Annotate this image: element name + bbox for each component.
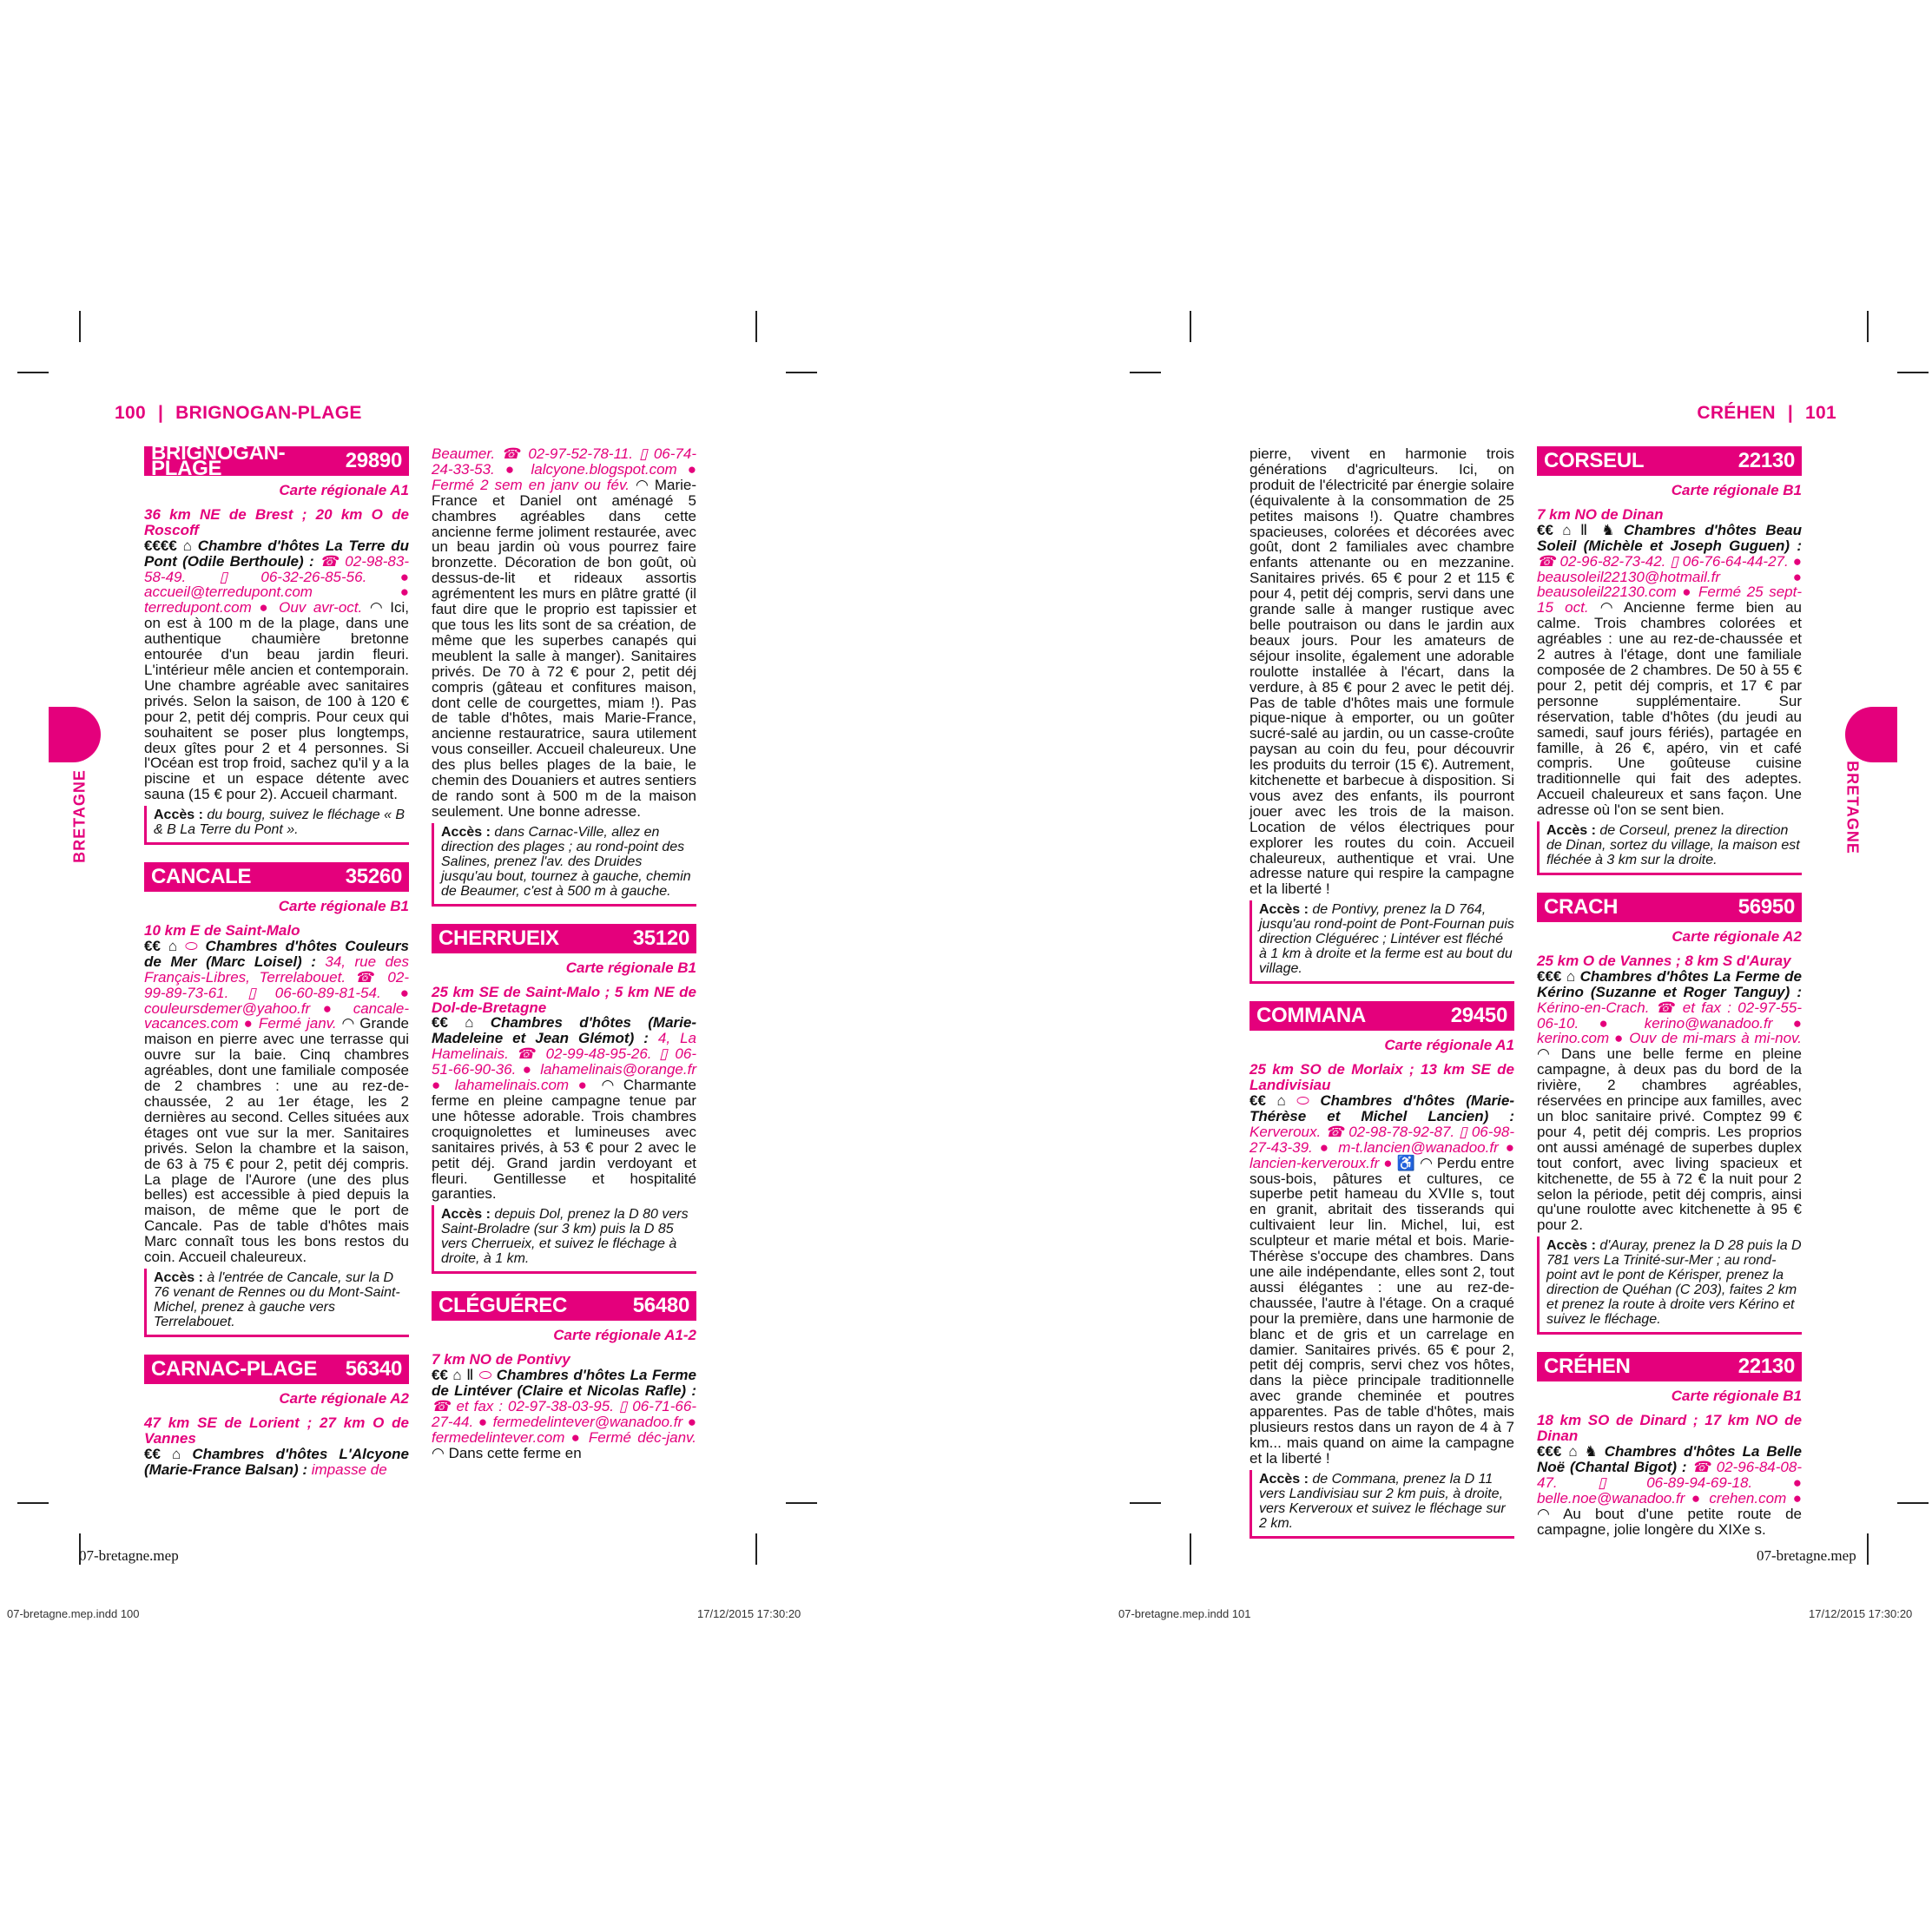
house-icon: ⌂ bbox=[182, 537, 192, 554]
access-label: Accès : bbox=[1259, 902, 1309, 918]
listing-contact[interactable]: impasse de bbox=[311, 1461, 387, 1478]
listing-body: Marie-France et Daniel ont aménagé 5 chambres agréables dans cette ancienne ferme joliment restaurée, avec un beau jardin où vous pourrez faire bronzette. Décoration de bon goût, où dessus-de-lit et rideaux assortis agrémentent les murs en plâtre gratté (il faut dire que le proprio est tapissier et que tous les lits sont de sa création, de même que les superbes canapés qui meublent la salle à manger). Sanitaires privés. De 70 à 72 € pour 2, petit déj compris (gâteau et confitures maison, dont celle de courgettes, miam !). Pas de table d'hôtes, mais Marie-France, ancienne restauratrice, saura utilement vous conseiller. Accueil chaleureux. Une des plus belles plages de la baie, le chemin des Douaniers et autres sentiers de rando sont à 500 m de la maison seulement. Une bonne adresse. bbox=[432, 476, 697, 820]
town-name: BRIGNOGAN-PLAGE bbox=[151, 441, 286, 480]
access-box bbox=[144, 806, 409, 845]
listing-title: Chambres d'hôtes L'Alcyone (Marie-France Balsan) : bbox=[144, 1445, 409, 1478]
town-header bbox=[432, 924, 696, 953]
distance: 25 km SO de Morlaix ; 13 km SE de Landivisiau bbox=[1250, 1061, 1514, 1094]
discount-icon: ⬭ bbox=[1296, 1092, 1309, 1109]
map-ref: Carte régionale B1 bbox=[1671, 482, 1802, 498]
price: €€€€ bbox=[144, 537, 177, 554]
town-header bbox=[144, 1355, 409, 1384]
town-name: CRACH bbox=[1544, 895, 1619, 920]
town-header bbox=[1250, 1001, 1514, 1031]
crop-mark bbox=[1190, 311, 1191, 342]
timestamp: 17/12/2015 17:30:20 bbox=[697, 1607, 801, 1620]
crop-mark bbox=[755, 1533, 757, 1565]
wifi-icon: ◠ bbox=[635, 476, 649, 493]
access-label: Accès : bbox=[1259, 1471, 1309, 1487]
crop-mark bbox=[1897, 1502, 1929, 1504]
postal-code: 56950 bbox=[1737, 895, 1795, 920]
listing-contact[interactable]: ☎ 02-96-84-08-47. ▯ 06-89-94-69-18. ● belle.noe@wanadoo.fr ● crehen.com ● bbox=[1537, 1458, 1802, 1507]
listing-body: Dans une belle ferme en pleine campagne, à deux pas du bord de la rivière, 2 chambres agréables, réservées en principe aux familles, avec un bloc sanitaire privé. Comptez 99 € pour 4, petit déj compris. Les proprios ont aussi aménagé de superbes duplex tout confort, avec living spacieux et kitchenette, de 55 à 72 € la nuit pour 2 selon la période, petit déj compris, ainsi qu'une roulotte avec kitchenette à 95 € pour 2. bbox=[1537, 1045, 1802, 1234]
town-header bbox=[144, 441, 409, 480]
wifi-icon: ◠ bbox=[1537, 1505, 1550, 1522]
listing-entry bbox=[1250, 446, 1514, 897]
town-header bbox=[1537, 446, 1802, 476]
postal-code: 29450 bbox=[1450, 1004, 1507, 1028]
access-label: Accès : bbox=[154, 808, 203, 823]
listing-body: Ancienne ferme bien au calme. Trois chambres colorées et agréables : une au rez-de-chaussée et 2 autres à l'étage, dont une familiale composée de 2 chambres. De 50 à 55 € pour 2, petit déj compris, et 17 € par personne supplémentaire. Sur réservation, table d'hôtes (du jeudi au samedi, sauf jours fériés), partagée en famille, à 26 €, apéro, vin et café compris. Une goûteuse cuisine traditionnelle qui fait des adeptes. Accueil chaleureux et sans façon. Une adresse où l'on se sent bien. bbox=[1537, 599, 1802, 819]
listing-entry bbox=[432, 1015, 696, 1202]
listing-body: Perdu entre sous-bois, pâtures et cultures, ce superbe petit hameau du XVIIe s, tout en granit, abritait des tisserands qui cultivaient leur lin. Michel, lui, est sculpteur et marie métal et bois. Marie-Thérèse s'occupe des chambres. Dans une aile indépendante, elles sont 2, tout aussi élégantes : une au rez-de-chaussée, l'autre à l'étage. On a craqué pour la première, dans une harmonie de blanc et de gris et un carrelage en damier. Sanitaires privés. 65 € pour 2, petit déj compris, servi chez vos hôtes, dans la pièce principale traditionnelle avec grande cheminée et poutres apparentes. Pas de table d'hôtes, mais plusieurs restos dans un rayon de 4 à 7 km... mais quand on aime la campagne et la liberté ! bbox=[1250, 1154, 1514, 1467]
house-icon: ⌂ bbox=[465, 1014, 474, 1032]
listing-entry bbox=[432, 1368, 696, 1461]
file-label: 07-bretagne.mep.indd 101 bbox=[1118, 1607, 1251, 1620]
listing-title: Chambre d'hôtes La Terre du Pont (Odile Berthoule) : bbox=[144, 537, 409, 570]
town-name: CORSEUL bbox=[1544, 449, 1645, 473]
town-header bbox=[1537, 893, 1802, 922]
town-header bbox=[1537, 1352, 1802, 1381]
access-text: du bourg, suivez le fléchage « B & B La Terre du Pont ». bbox=[154, 808, 406, 838]
discount-icon: ⬭ bbox=[478, 1367, 492, 1384]
town-name: CRÉHEN bbox=[1544, 1355, 1631, 1379]
left-column-2 bbox=[432, 446, 696, 1461]
access-text: de Pontivy, prenez la D 764, jusqu'au rond-point de Pont-Fournan puis direction Cléguérec ; Lintéver est fléché à 1 km à droite et la ferme est au bout du village. bbox=[1259, 902, 1514, 977]
right-column-1 bbox=[1250, 446, 1514, 1539]
listing-body: Grande maison en pierre avec une terrasse qui ouvre sur la baie. Cinq chambres agréables, dont une familiale composée de 2 chambres : une au rez-de-chaussée, 2 au 1er étage, les 2 dernières au second. Celles situées aux étages ont vue sur la mer. Sanitaires privés. Selon la chambre et la saison, de 63 à 75 € pour 2, petit déj compris. La plage de l'Aurore (une des plus belles) est accessible à pied depuis la maison, de même que le port de Cancale. Pas de table d'hôtes mais Marc connaît tous les bons restos du coin. Accueil chaleureux. bbox=[144, 1015, 409, 1266]
wifi-icon: ◠ bbox=[432, 1444, 445, 1461]
access-box bbox=[1537, 821, 1802, 875]
distance: 10 km E de Saint-Malo bbox=[144, 922, 300, 940]
access-box bbox=[144, 1269, 409, 1337]
slug-line: 07-bretagne.mep bbox=[1757, 1547, 1856, 1564]
crop-mark bbox=[755, 311, 757, 342]
postal-code: 35120 bbox=[632, 926, 689, 950]
listing-body: pierre, vivent en harmonie trois générations d'agriculteurs. Ici, on produit de l'électricité par énergie solaire (équivalente à la consommation de 25 petites maisons !). Quatre chambres spacieuses, colorées et décorées avec goût, dont 2 familiales avec chambre enfants attenante ou en mezzanine. Sanitaires privés. 65 € pour 2 et 115 € pour 4, petit déj compris, servi dans une grande salle à manger rustique avec belle poutraison ou dans le jardin aux beaux jours. Pour les amateurs de séjour insolite, également une adorable roulotte installée à l'écart, dans la verdure, à 85 € pour 2 avec le petit déj. Pas de table d'hôtes mais une formule pique-nique à emporter, ou un goûter sucré-salé au jardin, ou un casse-croûte paysan au coin du feu, pour découvrir les produits du terroir (15 €). Autrement, kitchenette et barbecue à disposition. Si vous avez des enfants, ils pourront jouer avec les trois de la maison. Location de vélos électriques pour explorer les routes du coin. Accueil chaleureux, authentique et vrai. Une adresse nature qui respire la campagne et la liberté ! bbox=[1250, 445, 1514, 898]
town-name: CANCALE bbox=[151, 865, 252, 889]
listing-title: Chambres d'hôtes La Ferme de Kérino (Suzanne et Roger Tanguy) : bbox=[1537, 967, 1802, 1000]
crop-mark bbox=[786, 1502, 817, 1504]
distance: 18 km SO de Dinard ; 17 km NO de Dinan bbox=[1537, 1412, 1802, 1445]
listing-body: Dans cette ferme en bbox=[448, 1444, 582, 1461]
chapter-side-label: BRETAGNE bbox=[1843, 761, 1862, 854]
price: €€ bbox=[1537, 521, 1553, 538]
distance: 47 km SE de Lorient ; 27 km O de Vannes bbox=[144, 1414, 409, 1447]
map-ref: Carte régionale A2 bbox=[1672, 928, 1802, 946]
house-icon: ⌂ bbox=[1276, 1092, 1286, 1109]
page-number: 101 bbox=[1805, 403, 1836, 423]
map-ref: Carte régionale B1 bbox=[565, 959, 696, 976]
town-name: CHERRUEIX bbox=[438, 926, 559, 950]
access-box bbox=[432, 1205, 696, 1274]
access-text: à l'entrée de Cancale, sur la D 76 venant de Rennes ou du Mont-Saint-Michel, prenez à gauche vers Terrelabouet. bbox=[154, 1269, 400, 1329]
running-head-title: BRIGNOGAN-PLAGE bbox=[175, 403, 362, 423]
dog-icon: ♞ bbox=[1584, 1442, 1598, 1460]
listing-title: Chambres d'hôtes Beau Soleil (Michèle et Joseph Guguen) : bbox=[1537, 521, 1802, 554]
listing-entry bbox=[1537, 523, 1802, 818]
right-column-2 bbox=[1537, 446, 1802, 1537]
house-icon: ⌂ bbox=[1562, 521, 1572, 538]
table-icon: Ⅱ bbox=[466, 1367, 475, 1384]
slug-line: 07-bretagne.mep bbox=[79, 1547, 179, 1564]
map-ref: Carte régionale A1-2 bbox=[553, 1327, 696, 1344]
listing-title: Chambres d'hôtes Couleurs de Mer (Marc Loisel) : bbox=[144, 937, 409, 970]
listing-entry bbox=[1537, 969, 1802, 1233]
wifi-icon: ◠ bbox=[369, 599, 383, 617]
distance: 7 km NO de Dinan bbox=[1537, 505, 1664, 523]
left-column-1 bbox=[144, 441, 409, 1478]
accessible-icon: ♿ bbox=[1396, 1154, 1416, 1171]
house-icon: ⌂ bbox=[452, 1367, 462, 1384]
price: €€ bbox=[144, 937, 161, 954]
access-box bbox=[1537, 1236, 1802, 1335]
access-text: dans Carnac-Ville, allez en direction des plages ; au rond-point des Salines, prenez l'av. des Druides jusqu'au bout, tournez à gauche, chemin de Beaumer, c'est à 500 m à gauche. bbox=[441, 824, 691, 899]
distance: 25 km O de Vannes ; 8 km S d'Auray bbox=[1537, 952, 1791, 969]
access-label: Accès : bbox=[441, 1207, 491, 1223]
listing-contact[interactable]: 4, La Hamelinais. ☎ 02-99-48-95-26. ▯ 06-51-66-90-36. ● lahamelinais@orange.fr ● lahamelinais.com ● bbox=[432, 1030, 697, 1094]
running-head: 100 | BRIGNOGAN-PLAGE bbox=[115, 403, 362, 423]
wifi-icon: ◠ bbox=[601, 1077, 615, 1094]
price: €€ bbox=[144, 1445, 161, 1462]
house-icon: ⌂ bbox=[172, 1445, 181, 1462]
right-page bbox=[966, 0, 1932, 1932]
postal-code: 29890 bbox=[345, 449, 402, 473]
crop-mark bbox=[1867, 1533, 1869, 1565]
listing-entry bbox=[432, 446, 696, 820]
listing-entry bbox=[144, 538, 409, 802]
crop-mark bbox=[17, 1502, 49, 1504]
wifi-icon: ◠ bbox=[1420, 1154, 1433, 1171]
access-text: de Corseul, prenez la direction de Dinan, sortez du village, la maison est fléchée à 3 km sur la droite. bbox=[1546, 823, 1800, 868]
running-head-title: CRÉHEN bbox=[1697, 403, 1776, 423]
wifi-icon: ◠ bbox=[341, 1015, 355, 1032]
map-ref: Carte régionale A1 bbox=[279, 482, 409, 498]
chapter-side-label: BRETAGNE bbox=[70, 769, 89, 863]
crop-mark bbox=[1897, 372, 1929, 373]
listing-contact[interactable]: Beaumer. ☎ 02-97-52-78-11. ▯ 06-74-24-33-53. ● lalcyone.blogspot.com ● Fermé 2 sem en janv ou fév. bbox=[432, 445, 696, 493]
listing-contact[interactable]: Kérino-en-Crach. ☎ et fax : 02-97-55-06-10. ● kerino@wanadoo.fr ● kerino.com ● Ouv de mi-mars à mi-nov. bbox=[1537, 999, 1802, 1047]
access-box bbox=[1250, 900, 1514, 984]
crop-mark bbox=[1190, 1533, 1191, 1565]
map-ref: Carte régionale A2 bbox=[279, 1389, 409, 1407]
town-name: COMMANA bbox=[1256, 1004, 1366, 1028]
map-ref: Carte régionale B1 bbox=[1671, 1388, 1802, 1405]
house-icon: ⌂ bbox=[168, 937, 178, 954]
listing-body: Au bout d'une petite route de campagne, jolie longère du XIXe s. bbox=[1537, 1505, 1802, 1538]
town-name: CLÉGUÉREC bbox=[438, 1294, 567, 1318]
chapter-tab bbox=[49, 707, 101, 762]
listing-entry bbox=[144, 939, 409, 1265]
postal-code: 35260 bbox=[345, 865, 402, 889]
postal-code: 22130 bbox=[1737, 449, 1795, 473]
listing-contact[interactable]: 34, rue des Français-Libres, Terrelabouet. ☎ 02-99-89-73-61. ▯ 06-60-89-81-54. ● couleursdemer@yahoo.fr ● cancale-vacances.com ● Fermé janv. bbox=[144, 953, 409, 1032]
distance: 25 km SE de Saint-Malo ; 5 km NE de Dol-de-Bretagne bbox=[432, 983, 696, 1016]
table-icon: Ⅱ bbox=[1579, 521, 1592, 538]
access-box bbox=[432, 823, 696, 907]
listing-title: Chambres d'hôtes La Belle Noë (Chantal Bigot) : bbox=[1537, 1442, 1802, 1475]
listing-title: Chambres d'hôtes (Marie-Madeleine et Jean Glémot) : bbox=[432, 1014, 696, 1047]
access-label: Accès : bbox=[1546, 823, 1596, 839]
access-text: depuis Dol, prenez la D 80 vers Saint-Broladre (sur 3 km) puis la D 85 vers Cherrueix, et suivez le fléchage à droite, à 1 km. bbox=[441, 1207, 689, 1267]
access-box bbox=[1250, 1470, 1514, 1539]
map-ref: Carte régionale A1 bbox=[1384, 1037, 1514, 1054]
map-ref: Carte régionale B1 bbox=[278, 898, 409, 915]
listing-entry bbox=[1537, 1444, 1802, 1537]
access-label: Accès : bbox=[1546, 1238, 1596, 1254]
distance: 36 km NE de Brest ; 20 km O de Roscoff bbox=[144, 505, 409, 538]
listing-body: Charmante ferme en pleine campagne tenue par une hôtesse adorable. Trois chambres croquignolettes et lumineuses avec sanitaires privés, à 53 € pour 2 avec le petit déj. Grand jardin verdoyant et fleuri. Gentillesse et hospitalité garanties. bbox=[432, 1077, 696, 1203]
listing-contact[interactable]: ☎ 02-98-83-58-49. ▯ 06-32-26-85-56. ● accueil@terredupont.com ● terredupont.com ● Ouv avr-oct. bbox=[144, 552, 409, 617]
crop-mark bbox=[79, 311, 81, 342]
access-label: Accès : bbox=[441, 824, 491, 840]
crop-mark bbox=[17, 372, 49, 373]
chapter-tab bbox=[1845, 707, 1897, 762]
price: €€ bbox=[432, 1014, 448, 1032]
town-name: CARNAC-PLAGE bbox=[151, 1357, 318, 1381]
distance: 7 km NO de Pontivy bbox=[432, 1351, 570, 1368]
town-header bbox=[144, 862, 409, 892]
access-label: Accès : bbox=[154, 1269, 203, 1285]
price: €€€ bbox=[1537, 1442, 1562, 1460]
running-head: CRÉHEN | 101 bbox=[1697, 403, 1836, 423]
listing-contact[interactable]: ☎ 02-96-82-73-42. ▯ 06-76-64-44-27. ● beausoleil22130@hotmail.fr ● beausoleil22130.com ● Fermé 25 sept-15 oct. bbox=[1537, 552, 1802, 617]
crop-mark bbox=[1130, 1502, 1161, 1504]
listing-title: Chambres d'hôtes (Marie-Thérèse et Michel Lancien) : bbox=[1250, 1092, 1514, 1124]
listing-entry bbox=[1250, 1093, 1514, 1467]
price: €€ bbox=[1250, 1092, 1266, 1109]
listing-contact[interactable]: Kerveroux. ☎ 02-98-78-92-87. ▯ 06-98-27-43-39. ● m-t.lancien@wanadoo.fr ● lancien-kerveroux.fr ● bbox=[1250, 1123, 1514, 1171]
postal-code: 56340 bbox=[345, 1357, 402, 1381]
house-icon: ⌂ bbox=[1566, 967, 1576, 985]
postal-code: 22130 bbox=[1737, 1355, 1795, 1379]
crop-mark bbox=[1867, 311, 1869, 342]
wifi-icon: ◠ bbox=[1599, 599, 1613, 617]
access-text: d'Auray, prenez la D 28 puis la D 781 vers La Trinité-sur-Mer ; au rond-point avt le pont de Kérisper, prenez la direction de Quéhan (C 203), faites 2 km et prenez la route à droite vers Kérino et suivez le fléchage. bbox=[1546, 1238, 1802, 1328]
access-text: de Commana, prenez la D 11 vers Landivisiau sur 2 km puis, à droite, vers Kerveroux et suivez le fléchage sur 2 km. bbox=[1259, 1471, 1506, 1531]
listing-title: Chambres d'hôtes La Ferme de Lintéver (Claire et Nicolas Rafle) : bbox=[432, 1367, 696, 1400]
house-icon: ⌂ bbox=[1568, 1442, 1578, 1460]
crop-mark bbox=[1130, 372, 1161, 373]
listing-body: Ici, on est à 100 m de la plage, dans une authentique chaumière bretonne entourée d'un beau jardin fleuri. L'intérieur mêle ancien et contemporain. Une chambre agréable avec sanitaires privés. Selon la saison, de 100 à 120 € pour 2, petit déj compris. Pour ceux qui souhaitent se poser plus longtemps, deux gîtes pour 2 et 4 personnes. Si l'Océan est trop froid, sachez qu'il y a la piscine et un espace détente avec sauna (15 € pour 2). Accueil charmant. bbox=[144, 599, 409, 803]
discount-icon: ⬭ bbox=[185, 937, 198, 954]
file-label: 07-bretagne.mep.indd 100 bbox=[7, 1607, 140, 1620]
timestamp: 17/12/2015 17:30:20 bbox=[1809, 1607, 1913, 1620]
price: €€ bbox=[432, 1367, 448, 1384]
postal-code: 56480 bbox=[632, 1294, 689, 1318]
page-number: 100 bbox=[115, 403, 146, 423]
town-header bbox=[432, 1291, 696, 1321]
wifi-icon: ◠ bbox=[1537, 1045, 1550, 1063]
listing-entry bbox=[144, 1447, 409, 1478]
dog-icon: ♞ bbox=[1601, 521, 1615, 538]
listing-contact[interactable]: ☎ et fax : 02-97-38-03-95. ▯ 06-71-66-27-44. ● fermedelintever@wanadoo.fr ● fermedelintever.com ● Fermé déc-janv. bbox=[432, 1397, 696, 1446]
crop-mark bbox=[786, 372, 817, 373]
price: €€€ bbox=[1537, 967, 1562, 985]
